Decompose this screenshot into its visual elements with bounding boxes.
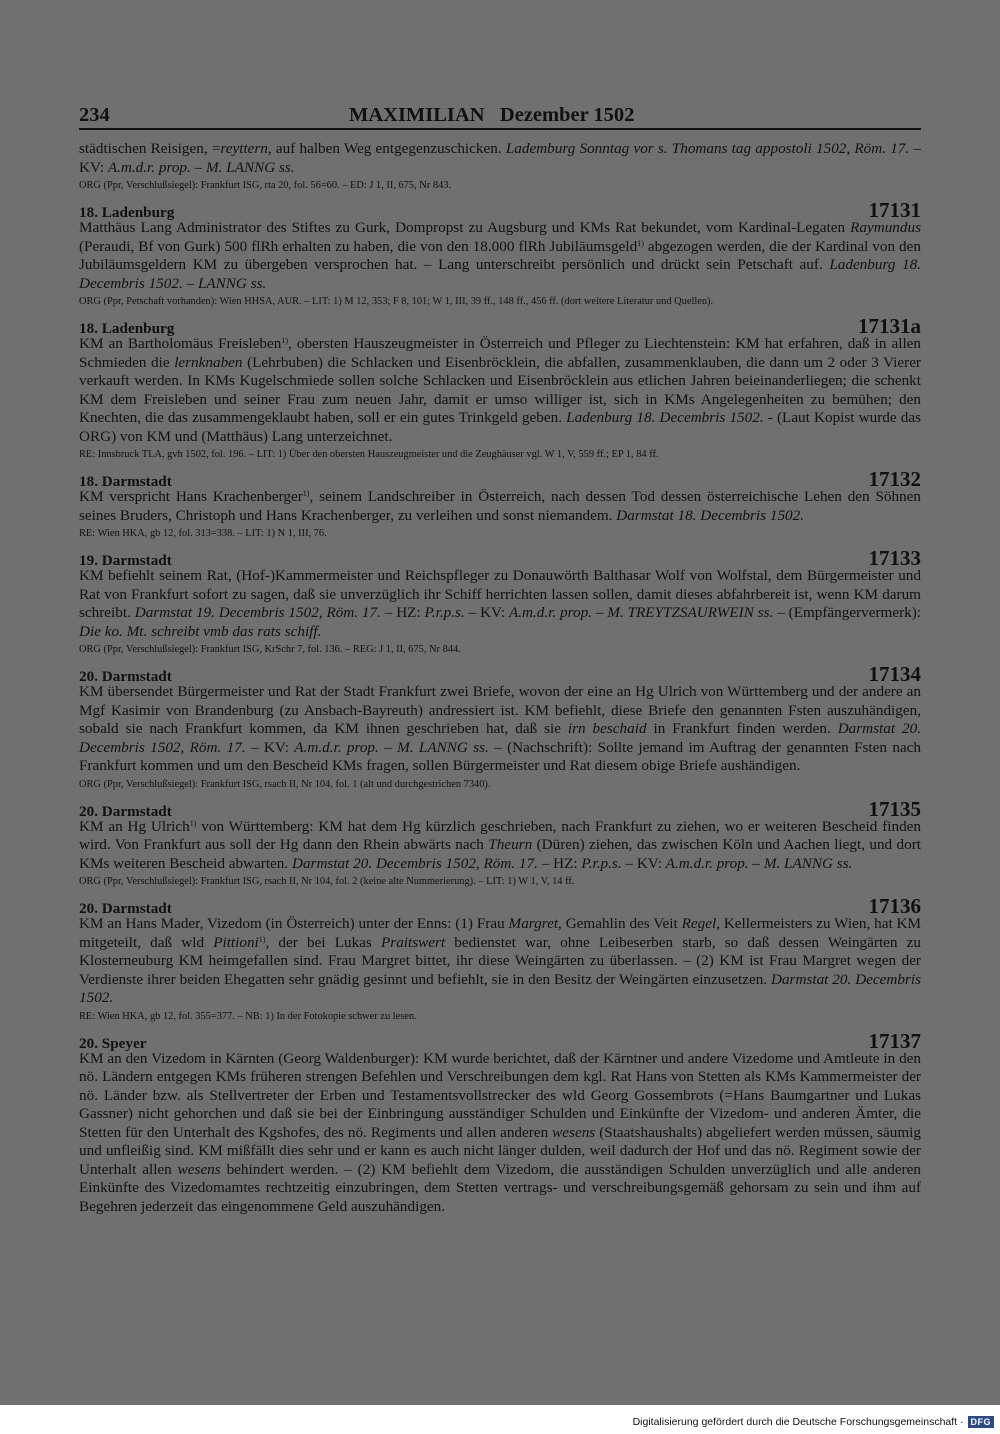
entry-source: ORG (Ppr, Petschaft vorhanden): Wien HHSA, AUR. – LIT: 1) M 12, 353; F 8, 101; W 1, III, 39 ff., 148 ff., 456 ff. (dort weitere Literatur und Quellen). (79, 296, 714, 307)
entry-number: 17131a (858, 314, 921, 338)
entry-source: ORG (Ppr, Verschlußsiegel): Frankfurt ISG, rsach II, Nr 104, fol. 2 (keine alte Nummerierung). – LIT: 1) W 1, V, 14 ff. (79, 876, 575, 887)
entry-number: 17136 (868, 894, 921, 918)
intro-source: ORG (Ppr, Verschlußsiegel): Frankfurt ISG, rta 20, fol. 56=60. – ED: J 1, II, 675, Nr 843. (79, 180, 452, 191)
regest-entry (79, 467, 922, 540)
regest-entry (79, 1028, 921, 1217)
intro-text: städtischen Reisigen, =reyttern, auf halben Weg entgegenzuschicken. Lademburg Sonntag vor s. Thomans tag appostoli 1502, Röm. 17. – KV: A.m.d.r. prop. – M. LANNG ss. (79, 140, 921, 176)
entry-number: 17134 (868, 662, 921, 686)
running-title: MAXIMILIAN Dezember 1502 (349, 104, 635, 126)
entry-source: ORG (Ppr, Verschlußsiegel): Frankfurt ISG, rsach II, Nr 104, fol. 1 (alt und durchgestrichen 7340). (79, 778, 491, 790)
entry-heading (79, 1028, 921, 1053)
entry-date-place: 20. Darmstadt (79, 900, 172, 917)
entry-text: KM verspricht Hans Krachenberger$^{1)}$, seinem Landschreiber in Österreich, nach dessen Tod dessen österreichische Lehen den Söhnen seines Bruders, Christoph und Hans Krachenberger, zu verleihen und sonst niemandem. Darmstat 18. Decembris 1502. (79, 488, 922, 524)
entry-date-place: 18. Ladenburg (79, 320, 175, 337)
entry-text: KM befiehlt seinem Rat, (Hof-)Kammermeister und Reichspfleger zu Donauwörth Balthasar Wolf von Wolfstal, dem Bürgermeister und Rat von Frankfurt sofort zu sagen, daß sie unverzüglich ihr Schiff herrichten lassen sollen, damit dieses abfahrbereit ist, wenn KM darum schreibt. Darmstat 19. Decembris 1502, Röm. 17. – HZ: P.r.p.s. – KV: A.m.d.r. prop. – M. TREYTZSAURWEIN ss. – (Empfängervermerk): Die ko. Mt. schreibt vmb das rats schiff. (79, 567, 922, 640)
entry-text: KM an Hans Mader, Vizedom (in Österreich) unter der Enns: (1) Frau Margret, Gemahlin des Veit Regel, Kellermeisters zu Wien, hat KM mitgeteilt, daß wld Pittioni$^{1)}$, der bei Lukas Praitswert bedienstet war, ohne Leibeserben starb, so daß dessen Weingärten zu Klosterneuburg KM heimgefallen sind. Frau Margret bittet, ihr diese Weingärten zu überlassen. – (2) KM ist Frau Margret wegen der Verdienste ihrer beiden Ehegatten sehr gnädig gesinnt und befiehlt, sie in den Besitz der Weingärten einzusetzen. Darmstat 20. Decembris 1502. (79, 915, 922, 1006)
entry-heading (79, 546, 921, 570)
entry-source: RE: Wien HKA, gb 12, fol. 355=377. – NB: 1) In der Fotokopie schwer zu lesen. (79, 1010, 417, 1022)
entry-text: KM an Hg Ulrich$^{1)}$ von Württemberg: KM hat dem Hg kürzlich geschrieben, nach Frankfurt zu ziehen, wo er weiteren Bescheid finden wird. Von Frankfurt aus soll der Hg dann den Rhein abwärts nach Theurn (Düren) ziehen, das zwischen Köln und Aachen liegt, und dort KMs weiteren Bescheid abwarten. Darmstat 20. Decembris 1502, Röm. 17. – HZ: P.r.p.s. – KV: A.m.d.r. prop. – M. LANNG ss. (79, 817, 922, 872)
entry-number: 17133 (868, 546, 921, 570)
entry-text: KM an Bartholomäus Freisleben$^{1)}$, obersten Hauszeugmeister in Österreich und Pfleger zu Liechtenstein: KM hat erfahren, daß in allen Schmieden die lernknaben (Lehrbuben) die Schlacken und Eisenbröcklein, die abfallen, zusammenklauben, die dann um 2 oder 3 Vierer verkauft werden. In KMs Kugelschmiede sollen solche Schlacken und Eisenbröcklein aus etlichen Jahren beieinanderliegen; die schenkt KM dem Freisleben und seiner Frau zum neuen Jahr, damit er umso williger ist, sich in KMs Angelegenheiten zu bemühen; den Knechten, die das zusammengeklaubt haben, soll er ein gutes Trinkgeld geben. Ladenburg 18. Decembris 1502. - (Laut Kopist wurde das ORG) von KM und (Matthäus) Lang unterzeichnet. (79, 335, 922, 445)
entry-heading (79, 314, 921, 338)
entry-text: KM übersendet Bürgermeister und Rat der Stadt Frankfurt zwei Briefe, wovon der eine an Hg Ulrich von Württemberg und der andere an Mgf Kasimir von Brandenburg (zu Ansbach-Bayreuth) andressiert ist. KM befiehlt, diese Briefe den genannten Fsten auszuhändigen, sobald sie nach Frankfurt kommen, da KM ihnen geschrieben hat, daß sie irn beschaid in Frankfurt finden werden. Darmstat 20. Decembris 1502, Röm. 17. – KV: A.m.d.r. prop. – M. LANNG ss. – (Nachschrift): Sollte jemand im Auftrag der genannten Fsten nach Frankfurt kommen und um den Bescheid KMs fragen, sollen Bürgermeister und Rat diesem obige Briefe aushändigen. (79, 683, 921, 774)
entry-date-place: 18. Ladenburg (79, 204, 175, 221)
page-content (79, 104, 921, 1216)
entry-date-place: 18. Darmstadt (79, 473, 172, 490)
entry-date-place: 20. Speyer (79, 1034, 147, 1052)
regest-entry (79, 662, 921, 791)
entry-number: 17135 (868, 796, 921, 821)
regest-entry (79, 894, 922, 1023)
entry-text: Matthäus Lang Administrator des Stiftes zu Gurk, Dompropst zu Augsburg und KMs Rat bekundet, vom Kardinal-Legaten Raymundus (Peraudi, Bf von Gurk) 500 flRh erhalten zu haben, die von den 18.000 flRh Jubiläumsgeld$^{1)}$ abgezogen werden, die der Kardinal von den Jubiläumsgeldern KM zu übergeben versprochen hat. – Lang unterschreibt persönlich und drückt sein Petschaft auf. Ladenburg 18. Decembris 1502. – LANNG ss. (79, 219, 921, 292)
entry-heading (79, 467, 921, 491)
entry-heading (79, 894, 921, 918)
entry-number: 17132 (868, 467, 921, 491)
page-header (79, 104, 921, 130)
entry-heading (79, 662, 921, 686)
dfg-logo: DFG (968, 1416, 995, 1428)
entry-heading (79, 796, 921, 821)
entry-text: KM an den Vizedom in Kärnten (Georg Waldenburger): KM wurde berichtet, daß der Kärntner und andere Vizedome und Amtleute in den nö. Ländern entgegen KMs früheren strengen Befehlen und Verschreibungen dem kgl. Rat Hans von Stetten als KMs Kammermeister der nö. Länder bzw. als Stellvertreter der Erben und Testamentsvollstrecker des wld Georg Gossembrots (=Hans Baumgartner und Lukas Gassner) nicht gehorchen und daß sie bei der Einbringung ausständiger Schulden und Einkünfte der Vizedom- und anderen Ämter, die Stetten für den Unterhalt des Kgshofes, des nö. Regiments und allen anderen wesens (Staatshaushalts) abgeliefert werden müssen, säumig und unfleißig sind. KM mißfällt dies sehr und er kann es auch nicht länger dulden, weil dadurch der Hof und das nö. Regiment sowie der Unterhalt allen wesens behindert werden. – (2) KM befiehlt dem Vizedom, die ausständigen Schulden unverzüglich und alle anderen Einkünfte des Vizedomamtes rechtzeitig einzubringen, dem Stetten vertrags- und verschreibungsgemäß gehorsam zu sein und ihm auf Begehren jederzeit das eingenommene Geld auszuhändigen. (79, 1049, 921, 1215)
page-number: 234 (79, 104, 110, 126)
regest-entry (79, 198, 921, 308)
page-footer (633, 1416, 994, 1428)
entry-source: RE: Innsbruck TLA, gvh 1502, fol. 196. – LIT: 1) Über den obersten Hauszeugmeister und die Zeughäuser vgl. W 1, V, 559 ff.; EP 1, 84 ff. (79, 449, 659, 460)
entry-list (79, 198, 922, 1216)
regest-entry (79, 546, 922, 656)
entry-heading (79, 198, 921, 222)
entry-source: RE: Wien HKA, gb 12, fol. 313=338. – LIT: 1) N 1, III, 76. (79, 528, 327, 539)
regest-entry (79, 314, 922, 461)
entry-number: 17131 (868, 198, 921, 222)
entry-date-place: 19. Darmstadt (79, 552, 172, 569)
footer-credit: Digitalisierung gefördert durch die Deutsche Forschungsgemeinschaft · (632, 1416, 964, 1428)
regest-entry (79, 796, 922, 889)
entry-date-place: 20. Darmstadt (79, 668, 172, 685)
entry-number: 17137 (868, 1028, 921, 1053)
entry-date-place: 20. Darmstadt (79, 802, 172, 820)
entry-source: ORG (Ppr, Verschlußsiegel): Frankfurt ISG, KrSchr 7, fol. 136. – REG: J 1, II, 675, Nr 844. (79, 644, 461, 655)
